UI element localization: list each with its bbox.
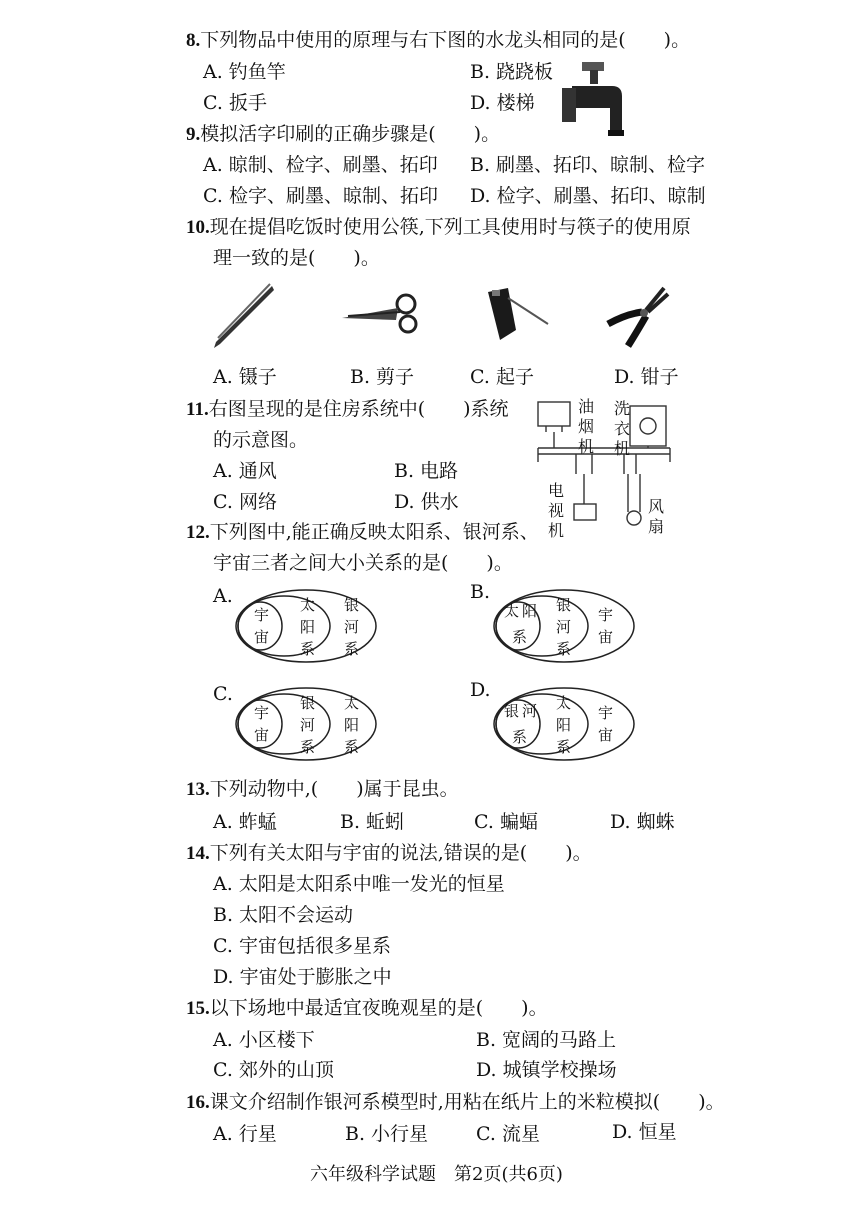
washer-label: 洗衣机: [614, 399, 631, 458]
q11-stem-line1: 11.右图呈现的是住房系统中( )系统: [186, 398, 509, 420]
opener-image: [478, 284, 552, 346]
q12-diagram-a: [232, 586, 380, 666]
q9-stem: 9.模拟活字印刷的正确步骤是( )。: [186, 123, 501, 145]
q12-diagram-b: [490, 586, 638, 666]
q10-stem-line2: 理一致的是( )。: [213, 247, 380, 269]
q13-option-c[interactable]: C. 蝙蝠: [474, 811, 538, 833]
q10-stem-line1: 10.现在提倡吃饭时使用公筷,下列工具使用时与筷子的使用原: [186, 216, 691, 238]
svg-text:太阳系: 太 阳系: [504, 602, 538, 646]
fan-label: 风扇: [648, 497, 665, 536]
svg-text:宇宙: 宇宙: [254, 606, 270, 646]
svg-text:宇宙: 宇宙: [598, 606, 614, 646]
q15-option-c[interactable]: C. 郊外的山顶: [213, 1059, 334, 1081]
q16-stem: 16.课文介绍制作银河系模型时,用粘在纸片上的米粒模拟( )。: [186, 1091, 725, 1113]
q12-diagram-c: [232, 684, 380, 764]
pliers-image: [602, 284, 672, 350]
house-circuit-diagram: [528, 392, 680, 546]
q8-option-c[interactable]: C. 扳手: [203, 92, 267, 114]
q13-option-b[interactable]: B. 蚯蚓: [340, 811, 405, 833]
q14-option-c[interactable]: C. 宇宙包括很多星系: [213, 935, 391, 957]
q11-option-a[interactable]: A. 通风: [213, 460, 277, 482]
q8-stem: 8.下列物品中使用的原理与右下图的水龙头相同的是( )。: [186, 29, 691, 51]
q9-option-a[interactable]: A. 晾制、检字、刷墨、拓印: [203, 154, 438, 176]
q13-option-a[interactable]: A. 蚱蜢: [213, 811, 277, 833]
q8-option-a[interactable]: A. 钓鱼竿: [203, 61, 286, 83]
tv-label: 电视机: [548, 481, 565, 540]
q12-diagram-d: [490, 684, 638, 764]
q12-stem-line2: 宇宙三者之间大小关系的是( )。: [213, 552, 513, 574]
q16-option-b[interactable]: B. 小行星: [345, 1123, 429, 1145]
q12-option-c[interactable]: C.: [213, 683, 233, 705]
q15-option-a[interactable]: A. 小区楼下: [213, 1029, 315, 1051]
q10-option-c[interactable]: C. 起子: [470, 366, 534, 388]
page-footer: 六年级科学试题 第2页(共6页): [310, 1164, 563, 1185]
svg-text:太阳系: 太阳系: [556, 694, 572, 756]
q15-stem: 15.以下场地中最适宜夜晚观星的是( )。: [186, 997, 548, 1019]
svg-text:太阳系: 太阳系: [300, 596, 316, 658]
q15-option-d[interactable]: D. 城镇学校操场: [476, 1059, 617, 1081]
svg-text:太阳系: 太阳系: [344, 694, 360, 756]
q12-stem-line1: 12.下列图中,能正确反映太阳系、银河系、: [186, 521, 539, 543]
q14-option-d[interactable]: D. 宇宙处于膨胀之中: [213, 966, 392, 988]
q12-option-d[interactable]: D.: [470, 679, 491, 701]
tweezers-image: [210, 282, 276, 352]
q8-option-b[interactable]: B. 跷跷板: [470, 61, 554, 83]
q13-stem: 13.下列动物中,( )属于昆虫。: [186, 778, 459, 800]
svg-text:银河系: 银 河系: [504, 702, 538, 746]
svg-text:宇宙: 宇宙: [598, 704, 614, 744]
hood-label: 油烟机: [578, 397, 595, 456]
svg-text:银河系: 银河系: [300, 694, 316, 756]
q14-option-a[interactable]: A. 太阳是太阳系中唯一发光的恒星: [213, 873, 505, 895]
svg-text:银河系: 银河系: [556, 596, 572, 658]
svg-text:宇宙: 宇宙: [254, 704, 270, 744]
q9-option-d[interactable]: D. 检字、刷墨、拓印、晾制: [470, 185, 706, 207]
q9-option-c[interactable]: C. 检字、刷墨、晾制、拓印: [203, 185, 438, 207]
svg-text:银河系: 银河系: [344, 596, 360, 658]
q16-option-c[interactable]: C. 流星: [476, 1123, 540, 1145]
q11-option-c[interactable]: C. 网络: [213, 491, 277, 513]
q14-option-b[interactable]: B. 太阳不会运动: [213, 904, 354, 926]
q12-option-a[interactable]: A.: [213, 585, 233, 607]
scissors-image: [338, 292, 424, 334]
q14-stem: 14.下列有关太阳与宇宙的说法,错误的是( )。: [186, 842, 592, 864]
q11-stem-line2: 的示意图。: [213, 429, 309, 451]
q10-option-d[interactable]: D. 钳子: [614, 366, 679, 388]
q16-option-a[interactable]: A. 行星: [213, 1123, 277, 1145]
q15-option-b[interactable]: B. 宽阔的马路上: [476, 1029, 617, 1051]
q11-option-b[interactable]: B. 电路: [394, 460, 459, 482]
q16-option-d[interactable]: D. 恒星: [612, 1121, 677, 1143]
q11-option-d[interactable]: D. 供水: [394, 491, 459, 513]
q8-option-d[interactable]: D. 楼梯: [470, 92, 535, 114]
q10-option-a[interactable]: A. 镊子: [213, 366, 277, 388]
q12-option-b[interactable]: B.: [470, 581, 491, 603]
q10-option-b[interactable]: B. 剪子: [350, 366, 415, 388]
q9-option-b[interactable]: B. 刷墨、拓印、晾制、检字: [470, 154, 706, 176]
q13-option-d[interactable]: D. 蜘蛛: [610, 811, 675, 833]
faucet-image: [558, 58, 630, 142]
